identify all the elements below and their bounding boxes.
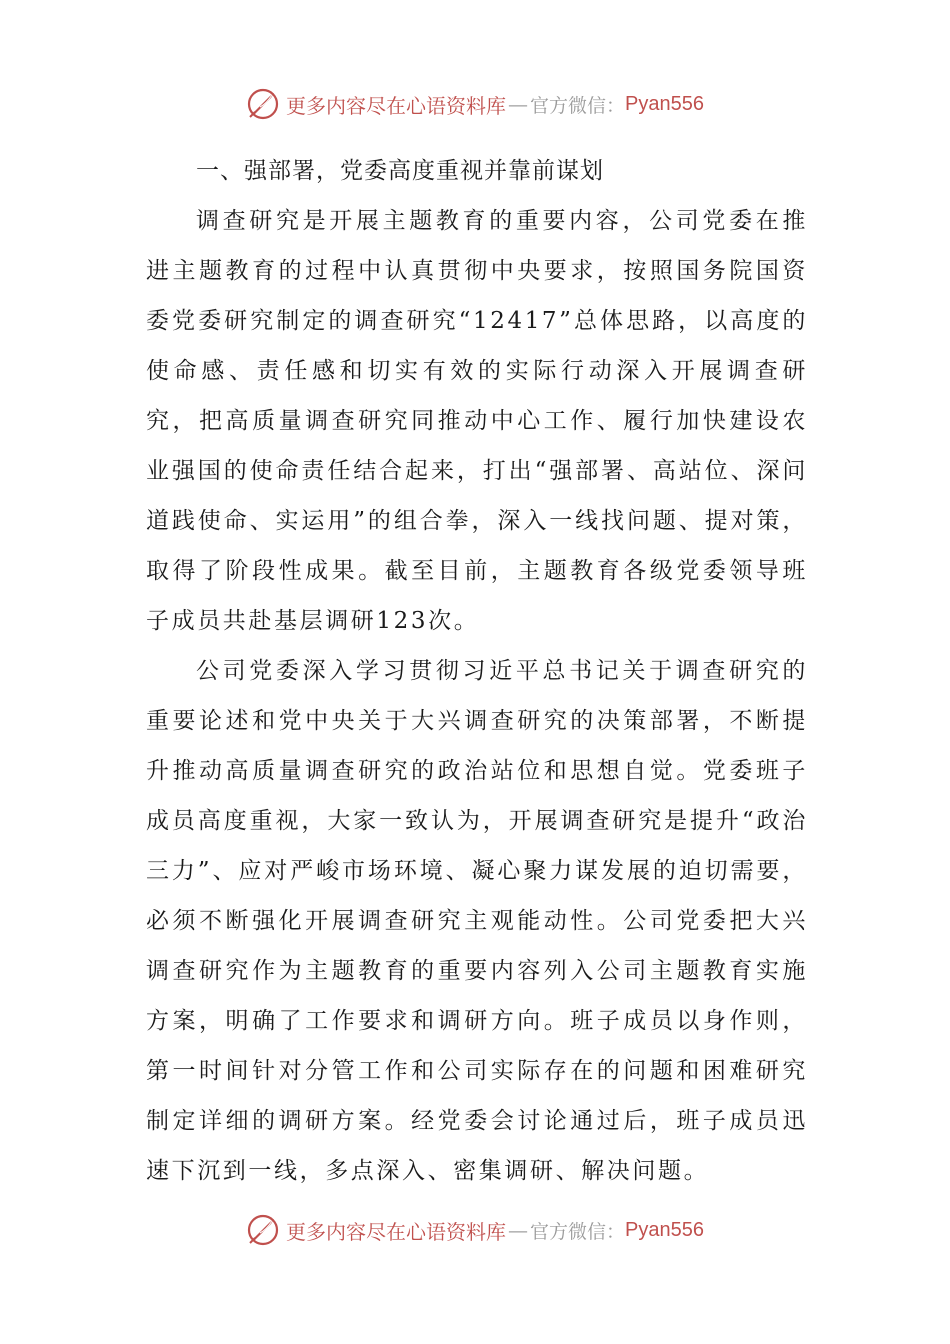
watermark-text: 更多内容尽在心语资料库 (286, 1219, 506, 1244)
body-paragraph-1: 调查研究是开展主题教育的重要内容，公司党委在推进主题教育的过程中认真贯彻中央要求，按照国务院国资委党委研究制定的调查研究“12417”总体思路，以高度的使命感、责任感和切实有效的实际行动深入开展调查研究，把高质量调查研究同推动中心工作、履行加快建设农业强国的使命责任结合起来，打出“强部署、高站位、深问道践使命、实运用”的组合拳，深入一线找问题、提对策，取得了阶段性成果。截至目前，主题教育各级党委领导班子成员共赴基层调研123次。 (146, 208, 808, 634)
watermark-banner-bottom (0, 1210, 950, 1250)
watermark-text: 更多内容尽在心语资料库 (286, 93, 506, 118)
document-body (146, 146, 808, 1196)
watermark-contact-label: 官方微信： (530, 1220, 626, 1243)
quill-pen-seal-icon (246, 1213, 280, 1247)
quill-pen-seal-icon (246, 87, 280, 121)
watermark-dash: — (508, 92, 528, 116)
watermark-contact-id: Pyan556 (625, 1218, 704, 1241)
watermark-banner-top (0, 84, 950, 124)
watermark-dash: — (508, 1218, 528, 1242)
watermark-contact-label: 官方微信： (530, 94, 626, 117)
section-heading: 一、强部署，党委高度重视并靠前谋划 (196, 158, 604, 184)
body-paragraph-2: 公司党委深入学习贯彻习近平总书记关于调查研究的重要论述和党中央关于大兴调查研究的决策部署，不断提升推动高质量调查研究的政治站位和思想自觉。党委班子成员高度重视，大家一致认为，开展调查研究是提升“政治三力”、应对严峻市场环境、凝心聚力谋发展的迫切需要，必须不断强化开展调查研究主观能动性。公司党委把大兴调查研究作为主题教育的重要内容列入公司主题教育实施方案，明确了工作要求和调研方向。班子成员以身作则，第一时间针对分管工作和公司实际存在的问题和困难研究制定详细的调研方案。经党委会讨论通过后，班子成员迅速下沉到一线，多点深入、密集调研、解决问题。 (146, 658, 808, 1184)
watermark-contact-id: Pyan556 (625, 92, 704, 115)
